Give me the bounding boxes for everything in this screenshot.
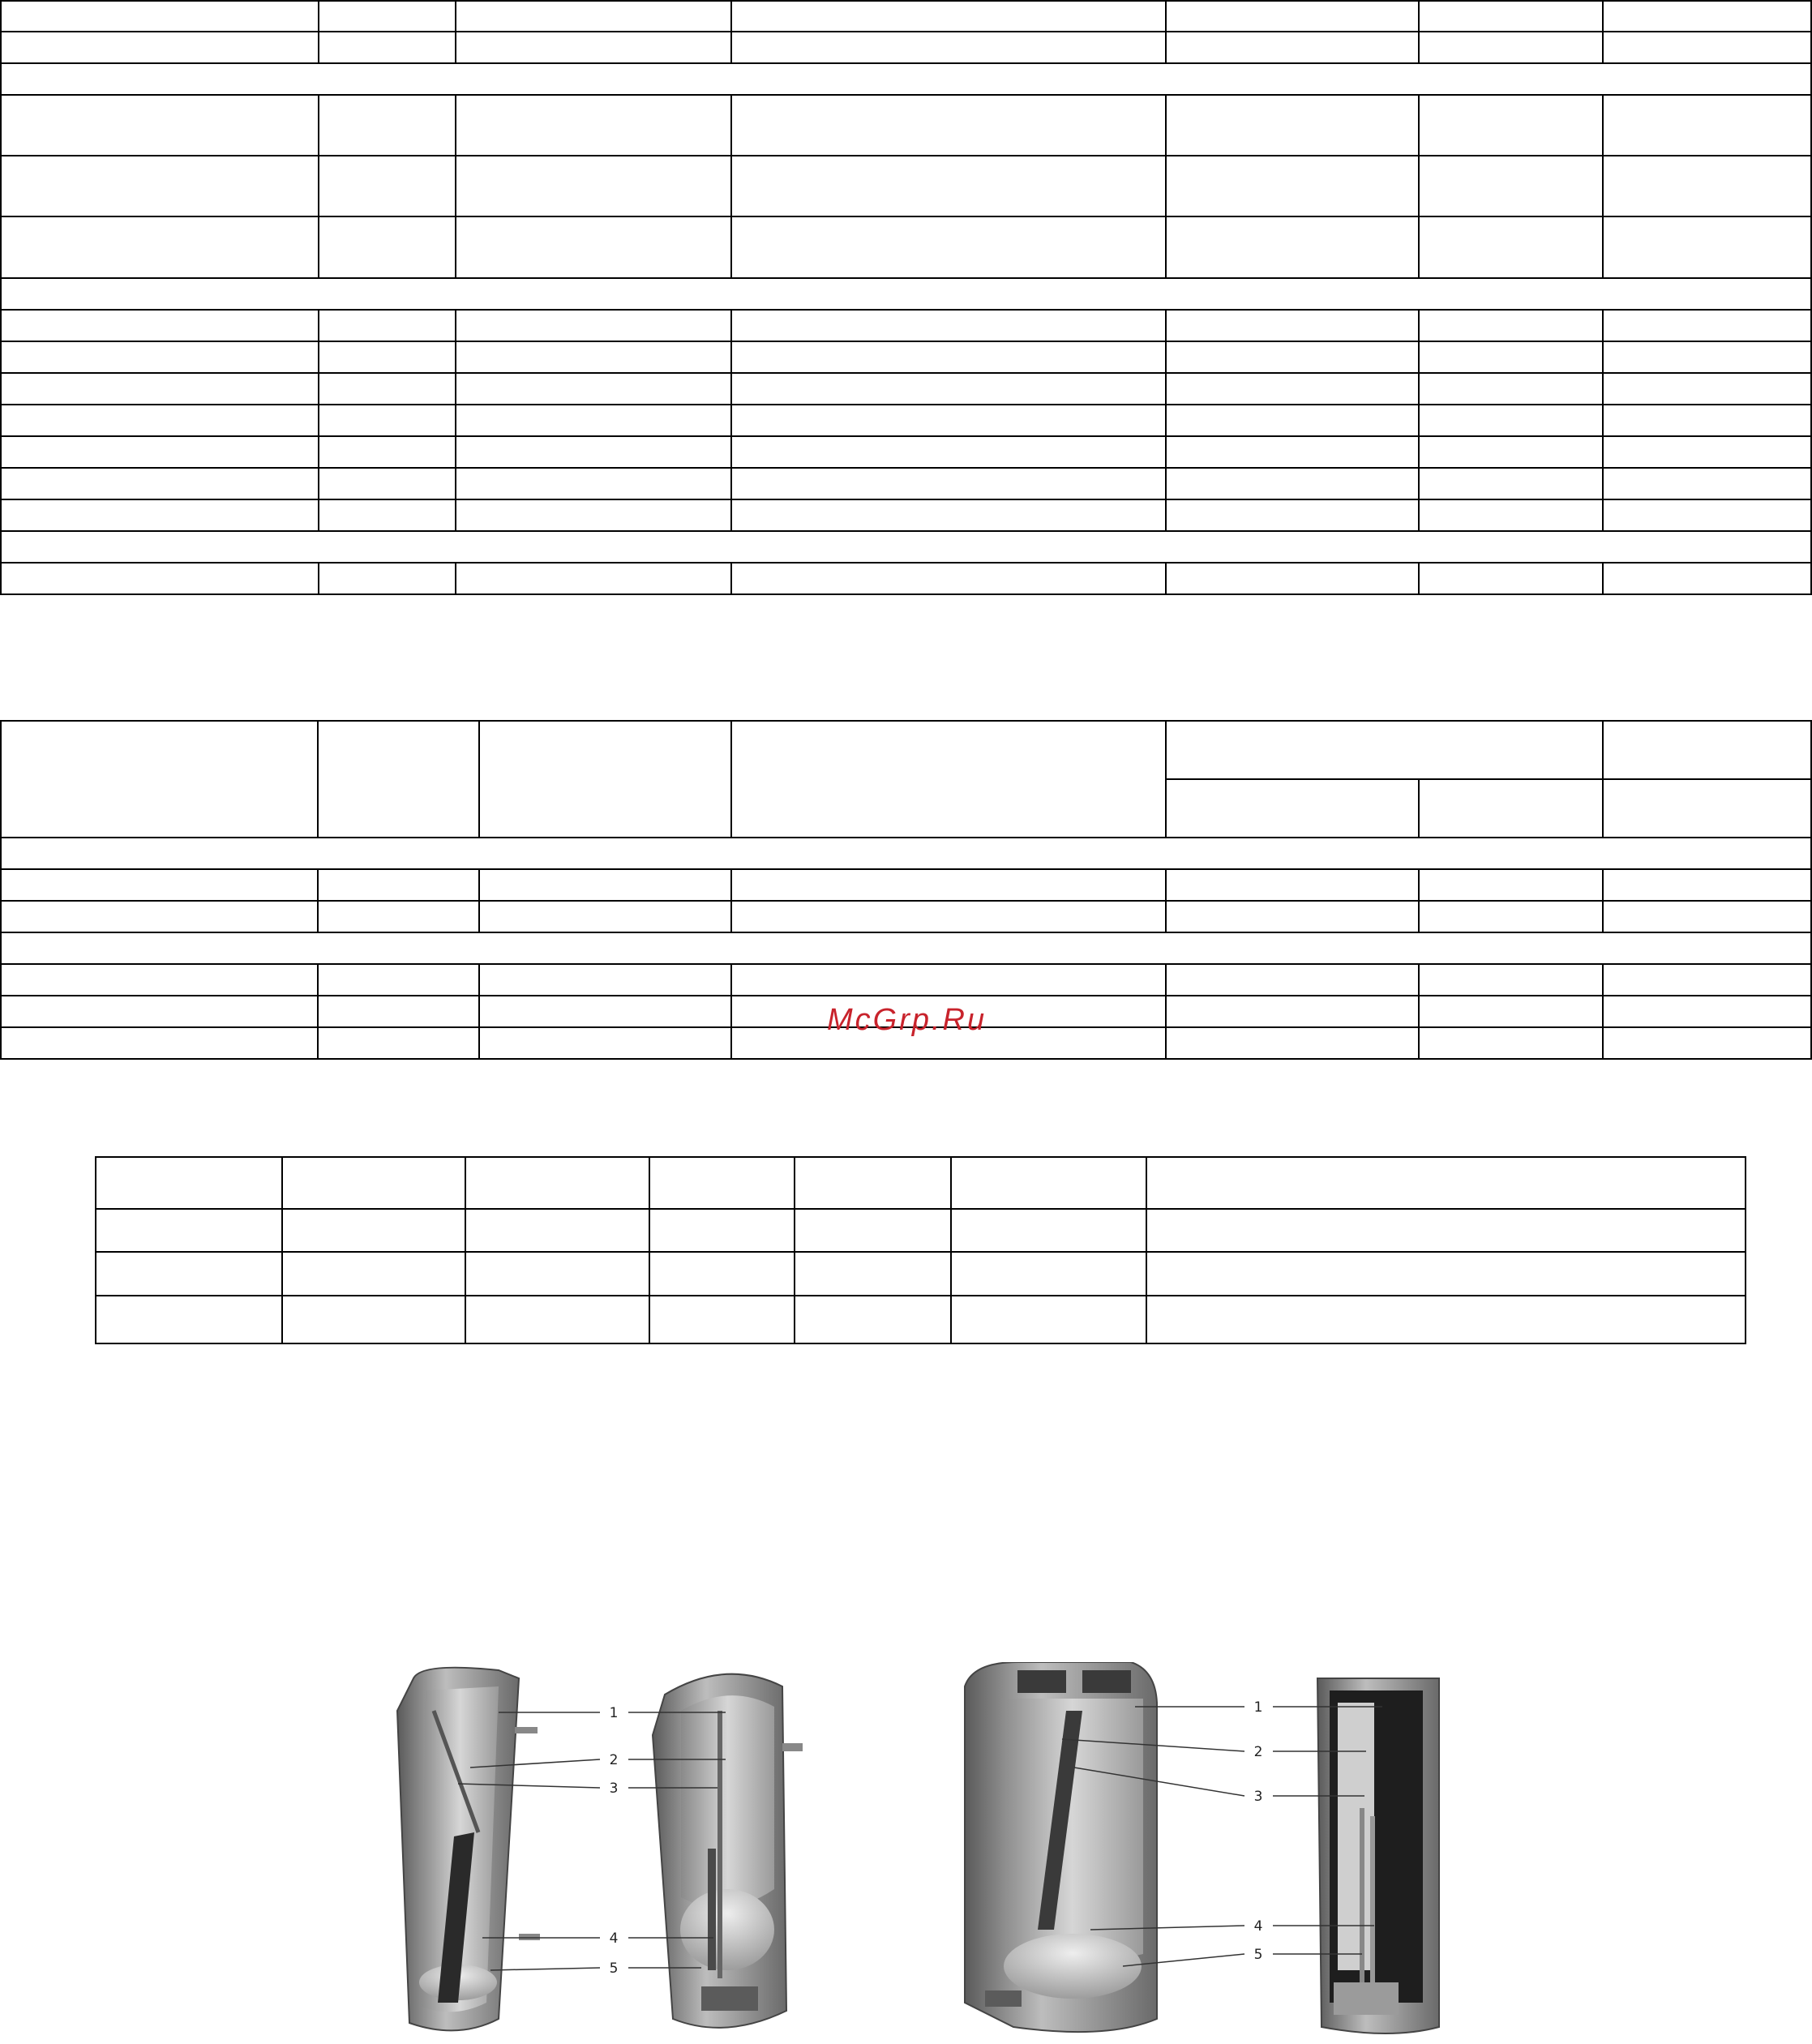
- table-row: [96, 1296, 1746, 1343]
- header-row: [1, 721, 1811, 779]
- cutaway-figure: [377, 1662, 1528, 2040]
- section-row: [1, 63, 1811, 95]
- table-row: [1, 341, 1811, 373]
- table-row: [1, 216, 1811, 278]
- callout-label: 4: [609, 1930, 619, 1947]
- table-row: [1, 373, 1811, 405]
- table-row: [1, 436, 1811, 468]
- table-row: [1, 499, 1811, 531]
- callout-label: 5: [609, 1960, 619, 1977]
- table-row: [1, 156, 1811, 216]
- table-row: [1, 405, 1811, 436]
- heater-square-tall: [965, 1662, 1157, 2032]
- callout-label: 1: [609, 1705, 619, 1721]
- section-row: [1, 531, 1811, 563]
- section-row: [1, 932, 1811, 964]
- section-row: [1, 838, 1811, 869]
- callout-label: 3: [609, 1780, 619, 1797]
- callout-label: 5: [1253, 1947, 1263, 1963]
- table-row: [1, 869, 1811, 901]
- table-row: [96, 1209, 1746, 1252]
- spec-table-1: [0, 0, 1812, 595]
- table-row: [1, 563, 1811, 594]
- table-row: [1, 964, 1811, 996]
- callout-label: 1: [1253, 1699, 1263, 1716]
- heater-wide-cylinder: [653, 1674, 803, 2028]
- callout-label: 4: [1253, 1918, 1263, 1935]
- water-heater-cutaways: [377, 1662, 1528, 2040]
- table-row: [1, 32, 1811, 63]
- section-row: [1, 278, 1811, 310]
- table-row: [96, 1252, 1746, 1296]
- callout-label: 2: [1253, 1744, 1263, 1760]
- heater-square-slim: [1317, 1678, 1439, 2033]
- header-row: [96, 1157, 1746, 1209]
- callout-label: 2: [609, 1752, 619, 1768]
- table-row: [1, 468, 1811, 499]
- table-row: [1, 95, 1811, 156]
- heater-slim-cylinder: [397, 1668, 540, 2031]
- spec-table-3: [95, 1156, 1746, 1344]
- table-row: [1, 310, 1811, 341]
- callout-label: 3: [1253, 1789, 1263, 1805]
- watermark: McGrp.Ru: [827, 1003, 987, 1037]
- table-row: [1, 1, 1811, 32]
- table-row: [1, 901, 1811, 932]
